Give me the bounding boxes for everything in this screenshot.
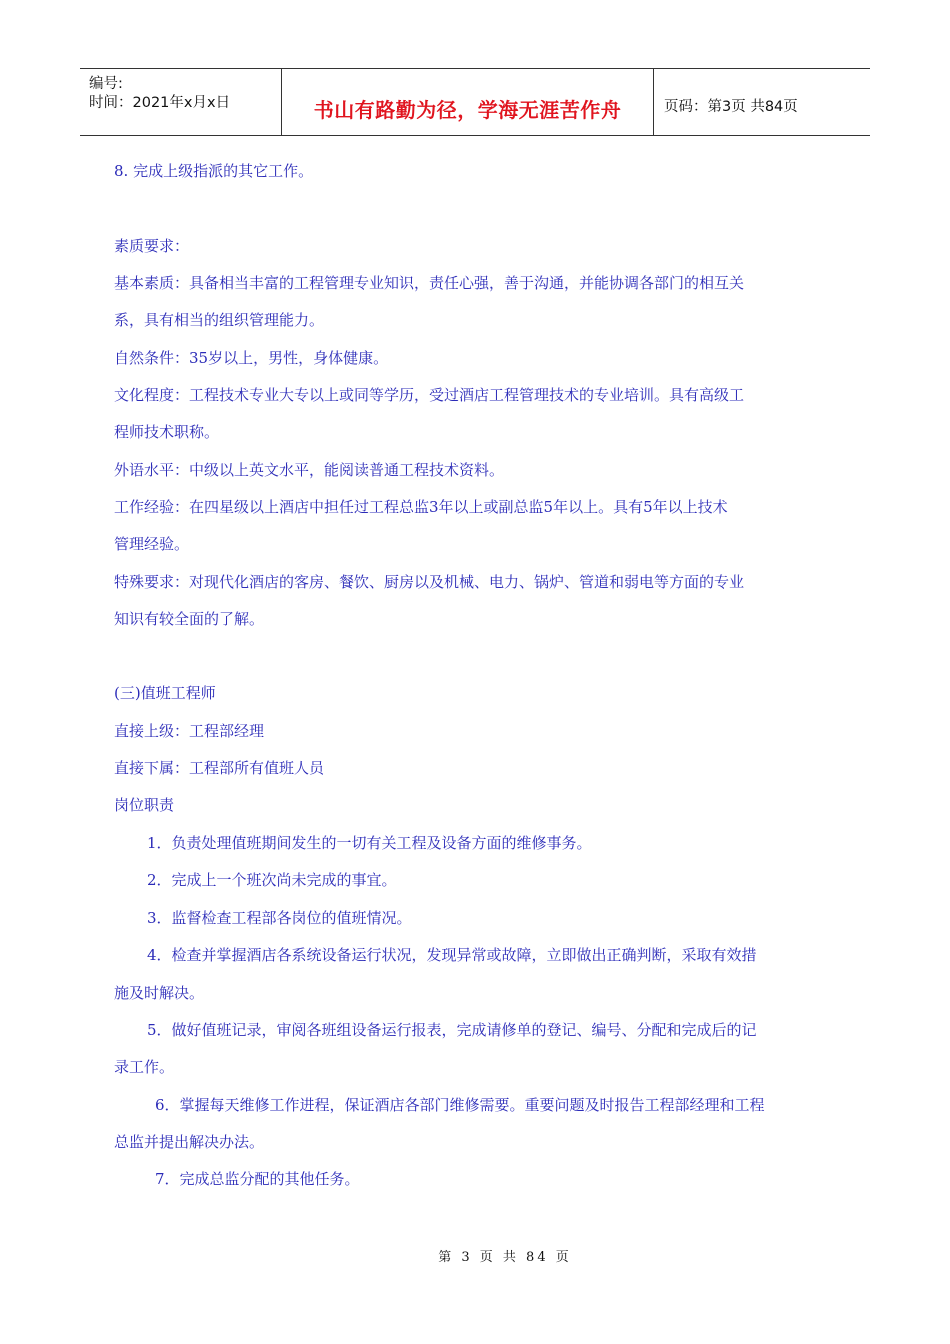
header-meta [80,69,282,135]
header-page-info: 页码：第3页 共84页 [664,99,798,115]
body-line: 基本素质：具备相当丰富的工程管理专业知识，责任心强，善于沟通，并能协调各部门的相互关 [114,274,745,292]
section-heading: 素质要求： [114,237,190,255]
body-line: 特殊要求：对现代化酒店的客房、餐饮、厨房以及机械、电力、锅炉、管道和弱电等方面的专业 [114,573,745,591]
body-line: 工作经验：在四星级以上酒店中担任过工程总监3年以上或副总监5年以上。具有5年以上技术 [114,498,728,516]
section-heading: (三)值班工程师 [114,684,216,702]
list-item: 3．监督检查工程部各岗位的值班情况。 [147,909,412,927]
header-page-cell [654,69,870,135]
body-line: 知识有较全面的了解。 [114,610,265,628]
body-line: 程师技术职称。 [114,423,220,441]
section-heading: 岗位职责 [114,796,175,814]
body-line: 外语水平：中级以上英文水平，能阅读普通工程技术资料。 [114,461,505,479]
body-line: 自然条件：35岁以上，男性，身体健康。 [114,349,389,367]
body-line: 8. 完成上级指派的其它工作。 [114,162,314,180]
body-line: 文化程度：工程技术专业大专以上或同等学历，受过酒店工程管理技术的专业培训。具有高级工 [114,386,745,404]
body-line: 管理经验。 [114,535,190,553]
header-motto: 书山有路勤为径，学海无涯苦作舟 [313,98,622,122]
list-item: 6．掌握每天维修工作进程，保证酒店各部门维修需要。重要问题及时报告工程部经理和工程 [155,1096,765,1114]
body-line: 直接下属：工程部所有值班人员 [114,759,325,777]
list-item: 1．负责处理值班期间发生的一切有关工程及设备方面的维修事务。 [147,834,592,852]
page-footer: 第 3 页 共 84 页 [438,1250,572,1265]
page-header [80,68,870,136]
list-item-continuation: 总监并提出解决办法。 [114,1133,265,1151]
doc-time-label: 时间：2021年x月x日 [89,95,231,111]
list-item-continuation: 施及时解决。 [114,984,205,1002]
list-item: 7．完成总监分配的其他任务。 [155,1170,360,1188]
body-line: 系，具有相当的组织管理能力。 [114,311,325,329]
list-item-continuation: 录工作。 [114,1058,175,1076]
header-motto-cell [282,69,654,135]
list-item: 2．完成上一个班次尚未完成的事宜。 [147,871,397,889]
doc-number-label: 编号: [89,76,123,92]
list-item: 4．检查并掌握酒店各系统设备运行状况，发现异常或故障，立即做出正确判断，采取有效措 [147,946,757,964]
body-line: 直接上级：工程部经理 [114,722,265,740]
list-item: 5．做好值班记录，审阅各班组设备运行报表，完成请修单的登记、编号、分配和完成后的记 [147,1021,757,1039]
